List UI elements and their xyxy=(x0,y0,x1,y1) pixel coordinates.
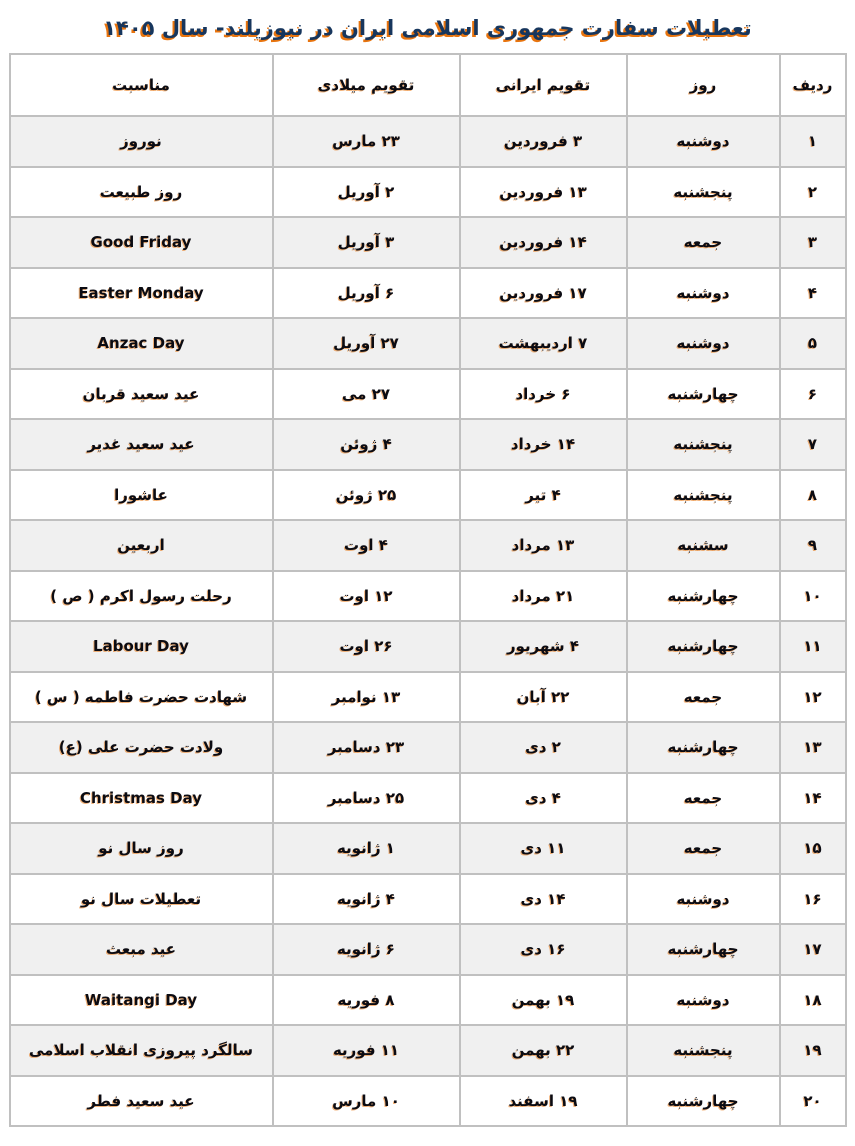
gregorian-date-cell: ۲۶ اوت xyxy=(273,621,460,672)
row-number-cell: ۶ xyxy=(780,369,846,420)
iranian-date-cell: ۱۴ فروردین xyxy=(460,217,627,268)
header-iranian-calendar: تقویم ایرانی xyxy=(460,54,627,116)
day-cell: دوشنبه xyxy=(627,268,780,319)
day-cell: جمعه xyxy=(627,773,780,824)
occasion-cell: Anzac Day xyxy=(10,318,273,369)
iranian-date-cell: ۲۲ آبان xyxy=(460,672,627,723)
table-row xyxy=(10,268,846,319)
gregorian-date-cell: ۴ اوت xyxy=(273,520,460,571)
gregorian-date-cell: ۲۵ ژوئن xyxy=(273,470,460,521)
row-number-cell: ۳ xyxy=(780,217,846,268)
table-row xyxy=(10,1025,846,1076)
gregorian-date-cell: ۳ آوریل xyxy=(273,217,460,268)
row-number-cell: ۱۷ xyxy=(780,924,846,975)
occasion-cell: Waitangi Day xyxy=(10,975,273,1026)
table-body xyxy=(10,116,846,1126)
header-gregorian-calendar: تقویم میلادی xyxy=(273,54,460,116)
occasion-cell: عید سعید قربان xyxy=(10,369,273,420)
table-row xyxy=(10,318,846,369)
occasion-cell: عید مبعث xyxy=(10,924,273,975)
day-cell: پنجشنبه xyxy=(627,419,780,470)
iranian-date-cell: ۴ شهریور xyxy=(460,621,627,672)
table-row xyxy=(10,571,846,622)
table-row xyxy=(10,369,846,420)
day-cell: سشنبه xyxy=(627,520,780,571)
occasion-cell: Good Friday xyxy=(10,217,273,268)
table-row xyxy=(10,419,846,470)
table-row xyxy=(10,924,846,975)
iranian-date-cell: ۱۹ بهمن xyxy=(460,975,627,1026)
table-row xyxy=(10,621,846,672)
iranian-date-cell: ۳ فروردین xyxy=(460,116,627,167)
day-cell: چهارشنبه xyxy=(627,722,780,773)
iranian-date-cell: ۱۶ دی xyxy=(460,924,627,975)
iranian-date-cell: ۱۹ اسفند xyxy=(460,1076,627,1127)
iranian-date-cell: ۱۳ مرداد xyxy=(460,520,627,571)
gregorian-date-cell: ۲۳ دسامبر xyxy=(273,722,460,773)
day-cell: پنجشنبه xyxy=(627,470,780,521)
occasion-cell: شهادت حضرت فاطمه ( س ) xyxy=(10,672,273,723)
row-number-cell: ۷ xyxy=(780,419,846,470)
iranian-date-cell: ۲ دی xyxy=(460,722,627,773)
header-row xyxy=(10,54,846,116)
gregorian-date-cell: ۶ ژانویه xyxy=(273,924,460,975)
occasion-cell: عید سعید غدیر xyxy=(10,419,273,470)
row-number-cell: ۱۳ xyxy=(780,722,846,773)
table-row xyxy=(10,874,846,925)
gregorian-date-cell: ۲۳ مارس xyxy=(273,116,460,167)
row-number-cell: ۲۰ xyxy=(780,1076,846,1127)
row-number-cell: ۱۸ xyxy=(780,975,846,1026)
table-header xyxy=(10,54,846,116)
holidays-table xyxy=(9,53,847,1127)
gregorian-date-cell: ۱ ژانویه xyxy=(273,823,460,874)
row-number-cell: ۱۶ xyxy=(780,874,846,925)
day-cell: چهارشنبه xyxy=(627,1076,780,1127)
day-cell: جمعه xyxy=(627,672,780,723)
gregorian-date-cell: ۲۵ دسامبر xyxy=(273,773,460,824)
occasion-cell: سالگرد پیروزی انقلاب اسلامی xyxy=(10,1025,273,1076)
row-number-cell: ۱۵ xyxy=(780,823,846,874)
row-number-cell: ۱۱ xyxy=(780,621,846,672)
row-number-cell: ۴ xyxy=(780,268,846,319)
occasion-cell: روز سال نو xyxy=(10,823,273,874)
occasion-cell: روز طبیعت xyxy=(10,167,273,218)
table-row xyxy=(10,116,846,167)
row-number-cell: ۱۴ xyxy=(780,773,846,824)
day-cell: دوشنبه xyxy=(627,975,780,1026)
header-day: روز xyxy=(627,54,780,116)
row-number-cell: ۱۹ xyxy=(780,1025,846,1076)
day-cell: چهارشنبه xyxy=(627,571,780,622)
occasion-cell: عاشورا xyxy=(10,470,273,521)
row-number-cell: ۱۰ xyxy=(780,571,846,622)
day-cell: جمعه xyxy=(627,217,780,268)
day-cell: پنجشنبه xyxy=(627,167,780,218)
iranian-date-cell: ۱۳ فروردین xyxy=(460,167,627,218)
iranian-date-cell: ۱۱ دی xyxy=(460,823,627,874)
iranian-date-cell: ۶ خرداد xyxy=(460,369,627,420)
day-cell: چهارشنبه xyxy=(627,621,780,672)
gregorian-date-cell: ۱۳ نوامبر xyxy=(273,672,460,723)
header-occasion: مناسبت xyxy=(10,54,273,116)
iranian-date-cell: ۱۴ خرداد xyxy=(460,419,627,470)
page-title: تعطیلات سفارت جمهوری اسلامی ایران در نیوزیلند- سال ۱۴۰۵ xyxy=(103,16,752,40)
header-row-number: ردیف xyxy=(780,54,846,116)
iranian-date-cell: ۱۷ فروردین xyxy=(460,268,627,319)
gregorian-date-cell: ۶ آوریل xyxy=(273,268,460,319)
occasion-cell: Labour Day xyxy=(10,621,273,672)
table-row xyxy=(10,520,846,571)
day-cell: چهارشنبه xyxy=(627,924,780,975)
row-number-cell: ۵ xyxy=(780,318,846,369)
gregorian-date-cell: ۱۲ اوت xyxy=(273,571,460,622)
iranian-date-cell: ۱۴ دی xyxy=(460,874,627,925)
table-row xyxy=(10,167,846,218)
occasion-cell: ولادت حضرت علی (ع) xyxy=(10,722,273,773)
day-cell: دوشنبه xyxy=(627,116,780,167)
gregorian-date-cell: ۸ فوریه xyxy=(273,975,460,1026)
gregorian-date-cell: ۱۰ مارس xyxy=(273,1076,460,1127)
table-row xyxy=(10,773,846,824)
occasion-cell: Easter Monday xyxy=(10,268,273,319)
day-cell: دوشنبه xyxy=(627,874,780,925)
iranian-date-cell: ۷ اردیبهشت xyxy=(460,318,627,369)
row-number-cell: ۱ xyxy=(780,116,846,167)
table-row xyxy=(10,672,846,723)
table-row xyxy=(10,823,846,874)
occasion-cell: عید سعید فطر xyxy=(10,1076,273,1127)
day-cell: جمعه xyxy=(627,823,780,874)
iranian-date-cell: ۴ دی xyxy=(460,773,627,824)
row-number-cell: ۲ xyxy=(780,167,846,218)
row-number-cell: ۸ xyxy=(780,470,846,521)
gregorian-date-cell: ۱۱ فوریه xyxy=(273,1025,460,1076)
table-row xyxy=(10,217,846,268)
gregorian-date-cell: ۲ آوریل xyxy=(273,167,460,218)
gregorian-date-cell: ۲۷ آوریل xyxy=(273,318,460,369)
gregorian-date-cell: ۴ ژوئن xyxy=(273,419,460,470)
iranian-date-cell: ۲۱ مرداد xyxy=(460,571,627,622)
occasion-cell: اربعین xyxy=(10,520,273,571)
table-row xyxy=(10,1076,846,1127)
iranian-date-cell: ۲۲ بهمن xyxy=(460,1025,627,1076)
table-row xyxy=(10,975,846,1026)
table-row xyxy=(10,722,846,773)
occasion-cell: Christmas Day xyxy=(10,773,273,824)
gregorian-date-cell: ۴ ژانویه xyxy=(273,874,460,925)
table-row xyxy=(10,470,846,521)
gregorian-date-cell: ۲۷ می xyxy=(273,369,460,420)
row-number-cell: ۱۲ xyxy=(780,672,846,723)
occasion-cell: نوروز xyxy=(10,116,273,167)
occasion-cell: تعطیلات سال نو xyxy=(10,874,273,925)
occasion-cell: رحلت رسول اکرم ( ص ) xyxy=(10,571,273,622)
day-cell: پنجشنبه xyxy=(627,1025,780,1076)
row-number-cell: ۹ xyxy=(780,520,846,571)
day-cell: چهارشنبه xyxy=(627,369,780,420)
day-cell: دوشنبه xyxy=(627,318,780,369)
iranian-date-cell: ۴ تیر xyxy=(460,470,627,521)
